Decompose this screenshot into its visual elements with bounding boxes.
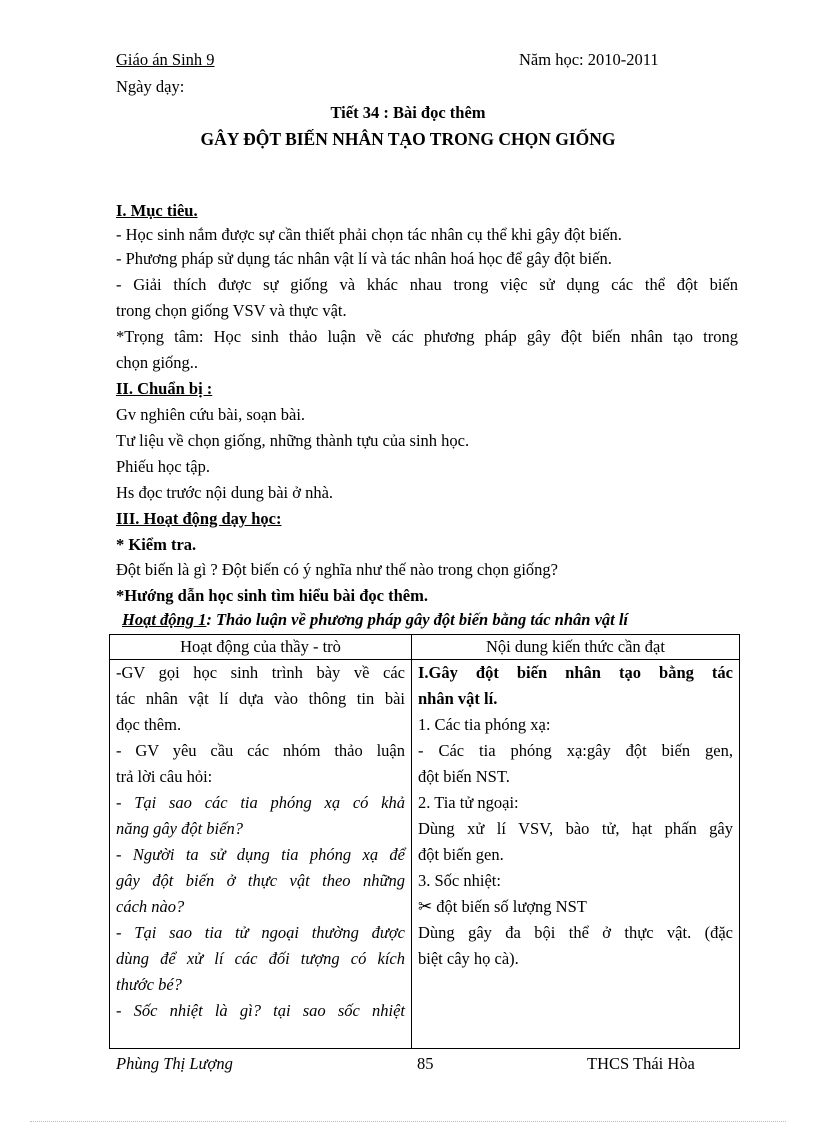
preparation-heading: II. Chuẩn bị : <box>116 379 213 398</box>
cell-line: tác nhân vật lí dựa vào thông tin bài <box>116 689 405 708</box>
cell-line: 2. Tia tử ngoại: <box>418 793 519 812</box>
cell-line: 3. Sốc nhiệt: <box>418 871 501 890</box>
footer-author: Phùng Thị Lượng <box>116 1054 233 1073</box>
guide-heading: *Hướng dẫn học sinh tìm hiểu bài đọc thêm. <box>116 586 428 605</box>
table-header-row <box>110 635 740 660</box>
activity-1-heading <box>122 607 628 633</box>
teacher-student-cell <box>110 660 412 1049</box>
footer-school: THCS Thái Hòa <box>587 1054 695 1073</box>
cell-line: đột biến gen. <box>418 845 504 864</box>
activity-table <box>109 634 740 1049</box>
activity-1-label: Hoạt động 1 <box>122 610 207 629</box>
cell-line: đọc thêm. <box>116 715 182 734</box>
cell-line: Dùng xử lí VSV, bào tử, hạt phấn gây <box>418 819 733 838</box>
lesson-title: Tiết 34 : Bài đọc thêm <box>330 103 486 122</box>
cell-line: -GV gọi học sinh trình bày về các <box>116 663 405 682</box>
activity-1-title: : Thảo luận về phương pháp gây đột biến bằng tác nhân vật lí <box>206 610 629 629</box>
preparation-line: Gv nghiên cứu bài, soạn bài. <box>116 405 306 424</box>
scissors-icon: ✂ <box>418 897 433 917</box>
cell-line: biệt cây họ cà). <box>418 949 519 968</box>
question-line: - Người ta sử dụng tia phóng xạ để <box>116 845 405 864</box>
objectives-heading: I. Mục tiêu. <box>116 201 198 220</box>
cell-line: 1. Các tia phóng xạ: <box>418 715 551 734</box>
question-line: năng gây đột biến? <box>116 819 243 838</box>
header-school-year: Năm học: 2010-2011 <box>519 50 659 69</box>
question-line: - Tại sao tia tử ngoại thường được <box>116 923 405 942</box>
cell-line: Dùng gây đa bội thể ở thực vật. (đặc <box>418 923 733 942</box>
question-line: - Tại sao các tia phóng xạ có khả <box>116 793 405 812</box>
col2-header: Nội dung kiến thức cần đạt <box>412 635 740 660</box>
footer-page-number: 85 <box>417 1054 434 1073</box>
page-bottom-divider <box>30 1121 786 1122</box>
objective-line: chọn giống.. <box>116 353 199 372</box>
preparation-line: Hs đọc trước nội dung bài ở nhà. <box>116 483 334 502</box>
cell-line: - Các tia phóng xạ:gây đột biến gen, <box>418 741 733 760</box>
cell-line: đột biến NST. <box>418 767 510 786</box>
check-heading: * Kiểm tra. <box>116 535 197 554</box>
objective-line: trong chọn giống VSV và thực vật. <box>116 301 347 320</box>
objective-line: - Học sinh nắm được sự cần thiết phải chọn tác nhân cụ thể khi gây đột biến. <box>116 225 622 244</box>
table-row <box>110 660 740 1049</box>
section-heading: nhân vật lí. <box>418 689 498 708</box>
activities-heading: III. Hoạt động dạy học: <box>116 509 282 528</box>
objective-focus: *Trọng tâm: Học sinh thảo luận về các phương pháp gây đột biến nhân tạo trong <box>116 327 738 346</box>
preparation-line: Tư liệu về chọn giống, những thành tựu của sinh học. <box>116 431 470 450</box>
question-line: gây đột biến ở thực vật theo những <box>116 871 405 890</box>
question-line: - Sốc nhiệt là gì? tại sao sốc nhiệt <box>116 1001 405 1020</box>
preparation-line: Phiếu học tập. <box>116 457 210 476</box>
check-question: Đột biến là gì ? Đột biến có ý nghĩa như thế nào trong chọn giống? <box>116 560 558 579</box>
question-line: dùng để xử lí các đối tượng có kích <box>116 949 405 968</box>
date-label: Ngày dạy: <box>116 77 185 96</box>
cell-line: trả lời câu hỏi: <box>116 767 213 786</box>
cell-line: ✂ đột biến số lượng NST <box>418 897 587 917</box>
question-line: thước bé? <box>116 975 182 994</box>
col1-header: Hoạt động của thầy - trò <box>110 635 412 660</box>
objective-line: - Phương pháp sử dụng tác nhân vật lí và tác nhân hoá học để gây đột biến. <box>116 249 612 268</box>
objective-line: - Giải thích được sự giống và khác nhau trong việc sử dụng các thể đột biến <box>116 275 738 294</box>
question-line: cách nào? <box>116 897 185 916</box>
cell-line: - GV yêu cầu các nhóm thảo luận <box>116 741 405 760</box>
knowledge-content-cell <box>412 660 740 1049</box>
section-heading: I.Gây đột biến nhân tạo bằng tác <box>418 663 733 682</box>
main-title: GÂY ĐỘT BIẾN NHÂN TẠO TRONG CHỌN GIỐNG <box>200 129 616 149</box>
header-subject: Giáo án Sinh 9 <box>116 50 215 69</box>
